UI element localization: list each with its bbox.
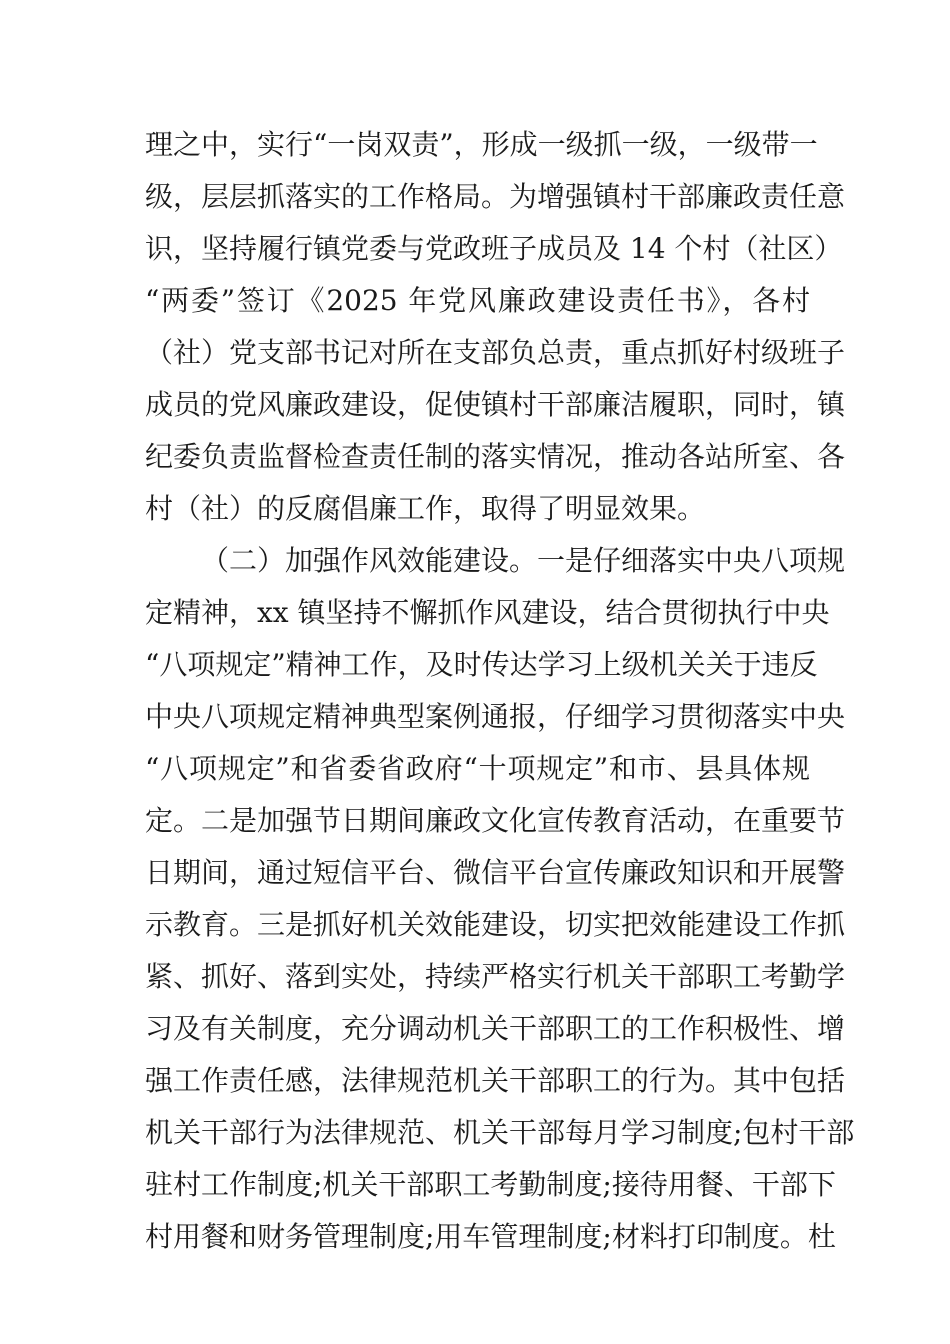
text-line: 村用餐和财务管理制度;用车管理制度;材料打印制度。杜 (145, 1220, 836, 1253)
text-line: 识，坚持履行镇党委与党政班子成员及 14 个村（社区） (145, 232, 843, 265)
section-heading-line: （二）加强作风效能建设。一是仔细落实中央八项规 (201, 544, 846, 577)
text-line: 成员的党风廉政建设，促使镇村干部廉洁履职，同时，镇 (145, 388, 846, 421)
text-line: 习及有关制度，充分调动机关干部职工的工作积极性、增 (145, 1012, 846, 1045)
text-line: 理之中，实行“一岗双责”，形成一级抓一级，一级带一 (145, 128, 818, 161)
text-line: 纪委负责监督检查责任制的落实情况，推动各站所室、各 (145, 440, 846, 473)
text-line: 定。二是加强节日期间廉政文化宣传教育活动，在重要节 (145, 804, 846, 837)
text-line: （社）党支部书记对所在支部负总责，重点抓好村级班子 (145, 336, 846, 369)
text-line: “两委”签订《2025 年党风廉政建设责任书》，各村 (145, 284, 810, 317)
text-line: “八项规定”和省委省政府“十项规定”和市、县具体规 (145, 752, 810, 785)
text-line: 强工作责任感，法律规范机关干部职工的行为。其中包括 (145, 1064, 846, 1097)
text-line: “八项规定”精神工作，及时传达学习上级机关关于违反 (145, 648, 818, 681)
text-line: 紧、抓好、落到实处，持续严格实行机关干部职工考勤学 (145, 960, 846, 993)
text-line: 驻村工作制度;机关干部职工考勤制度;接待用餐、干部下 (145, 1168, 836, 1201)
text-line: 日期间，通过短信平台、微信平台宣传廉政知识和开展警 (145, 856, 846, 889)
text-line: 中央八项规定精神典型案例通报，仔细学习贯彻落实中央 (145, 700, 846, 733)
text-line: 机关干部行为法律规范、机关干部每月学习制度;包村干部 (145, 1116, 855, 1149)
text-line: 示教育。三是抓好机关效能建设，切实把效能建设工作抓 (145, 908, 846, 941)
text-line: 级，层层抓落实的工作格局。为增强镇村干部廉政责任意 (145, 180, 846, 213)
text-line: 定精神，xx 镇坚持不懈抓作风建设，结合贯彻执行中央 (145, 596, 830, 629)
text-line: 村（社）的反腐倡廉工作，取得了明显效果。 (145, 492, 706, 525)
